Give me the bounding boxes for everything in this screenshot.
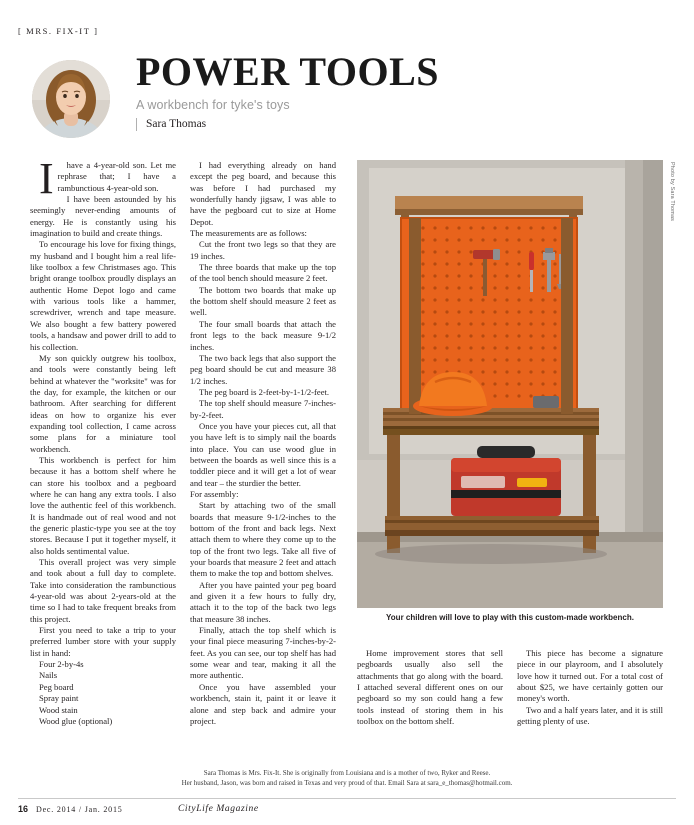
paragraph: This piece has become a signature piece in our playroom, and I absolutely love how it turned out. For a total cost of about $25, we have certainly gotten our money's worth. <box>517 648 663 704</box>
supply-list <box>30 659 176 727</box>
paragraph: This workbench is perfect for him because it has a bottom shelf where he can store his toolbox and a pegboard where he can hang any extra tools. I also love the authentic feel of this workbench. It is handmade out of real wood and not the generic plastic-type you see at the toy stores. Because I put it together myself, it also holds sentimental value. <box>30 454 176 556</box>
paragraph: Home improvement stores that sell pegboards usually also sell the attachments that go along with the board. I attached several different ones on our pegboard so my son could hang a few tools instead of storing them in his toolbox on the bottom shelf. <box>357 648 503 727</box>
paragraph <box>30 154 176 203</box>
paragraph: First you need to take a trip to your preferred lumber store with your supply list in hand: <box>30 625 176 658</box>
body-column-5 <box>357 648 503 727</box>
paragraph: The four small boards that attach the front legs to the back measure 9-1/2 inches. <box>190 318 336 352</box>
paragraph: Cut the front two legs so that they are 19 inches. <box>190 239 336 261</box>
section-kicker: [ MRS. FIX-IT ] <box>18 26 99 36</box>
paragraph: I have been astounded by his seemingly never-ending amounts of energy. He is constantly using his imagination to build and create things. <box>30 194 176 239</box>
paragraph: For assembly: <box>190 488 239 499</box>
page-number: 16 <box>18 804 29 814</box>
author-bio <box>110 768 584 788</box>
article-headline: POWER TOOLS <box>136 49 439 94</box>
bio-line: Sara Thomas is Mrs. Fix-It. She is originally from Louisiana and is a mother of two, Ryker and Reese. <box>203 769 491 777</box>
paragraph: This overall project was very simple and took about a full day to complete. Take into consideration the rambunctious 4-year-old was about 2-years-old at the time so I had to take frequent breaks from this project. <box>30 557 176 624</box>
paragraph: Once you have your pieces cut, all that you have left is to simply nail the boards into place. You can use wood glue in between the boards as well since this is a toddler piece and it will get a lot of wear and tear – the sturdier the better. <box>190 420 336 488</box>
author-avatar <box>32 60 110 138</box>
paragraph: To encourage his love for fixing things, my husband and I bought him a real life-like toolbox a few Christmases ago. This bright orange toolbox proudly displays an authentic Home Depot logo and came with various tools like a hammer, screwdriver, wrench and tape measure. We also bought a few battery powered tools, a handsaw and power drill to add to his collection. <box>30 239 176 352</box>
article-masthead <box>18 49 678 140</box>
folio-date: Dec. 2014 / Jan. 2015 <box>36 805 123 814</box>
article-byline: Sara Thomas <box>136 118 439 131</box>
paragraph: Start by attaching two of the small boards that measure 9-1/2-inches to the bottom of the front and back legs. Next attach them to where they come up to the top of the front two legs. Take all five of your boards that measure 2 feet and attach them to make the top and bottom shelves. <box>190 500 336 579</box>
paragraph: My son quickly outgrew his toolbox, and tools were constantly being left behind at whatever the "worksite" was for the day, for example, the kitchen or our bathroom. After searching for different ideas on how to organize his ever expanding tool collection, I came across some plans for a miniature tool workbench. <box>30 352 176 454</box>
folio-magazine-title: CityLife Magazine <box>178 804 259 814</box>
photo-caption: Your children will love to play with this custom-made workbench. <box>386 613 634 622</box>
list-item: Nails <box>39 670 58 681</box>
list-item: Wood glue (optional) <box>39 715 113 726</box>
drop-cap: I <box>39 154 54 203</box>
list-item: Spray paint <box>39 693 79 704</box>
article-subhead: A workbench for tyke's toys <box>136 98 290 112</box>
title-block <box>136 49 439 131</box>
paragraph: Once you have assembled your workbench, stain it, paint it or leave it alone and step back and admire your project. <box>190 681 336 726</box>
paragraph: I had everything already on hand except the peg board, and because this was before I had purchased my wonderfully handy jigsaw, I was able to have the pegboard cut to size at Home Depot. <box>190 160 336 227</box>
bio-line: Her husband, Jason, was born and raised in Texas and very proud of that. Email Sara at sara_e_thomas@hotmail.com. <box>181 779 513 788</box>
paragraph: The top shelf should measure 7-inches-by-2-feet. <box>190 398 336 420</box>
body-column-6 <box>517 648 663 727</box>
paragraph: The measurements are as follows: <box>190 228 307 239</box>
paragraph: The peg board is 2-feet-by-1-1/2-feet. <box>199 386 330 397</box>
body-column-1 <box>30 154 176 727</box>
list-item: Wood stain <box>39 704 78 715</box>
photo-credit: Photo by Sara Thomas <box>669 162 675 222</box>
paragraph-text: have a 4-year-old son. Let me rephrase that; I have a rambunctious 4-year-old son. <box>57 160 176 193</box>
list-item: Four 2-by-4s <box>39 659 84 670</box>
paragraph: The three boards that make up the top of the tool bench should measure 2 feet. <box>190 262 336 284</box>
body-column-2 <box>190 160 336 727</box>
folio-divider <box>18 798 676 799</box>
paragraph: The bottom two boards that make up the bottom shelf should measure 2 feet as well. <box>190 284 336 318</box>
paragraph: The two back legs that also support the peg board should be cut and measure 38 1/2 inches. <box>190 352 336 386</box>
paragraph: Two and a half years later, and it is still getting plenty of use. <box>517 704 663 727</box>
list-item: Peg board <box>39 681 74 692</box>
article-photo <box>357 160 663 608</box>
paragraph: Finally, attach the top shelf which is your final piece measuring 7-inches-by-2-feet. As you can see, our top shelf has had some wear and tear, making it all the more authentic. <box>190 625 336 681</box>
paragraph: After you have painted your peg board and given it a few hours to fully dry, attach it to the top of the back two legs that measure 38 inches. <box>190 579 336 624</box>
